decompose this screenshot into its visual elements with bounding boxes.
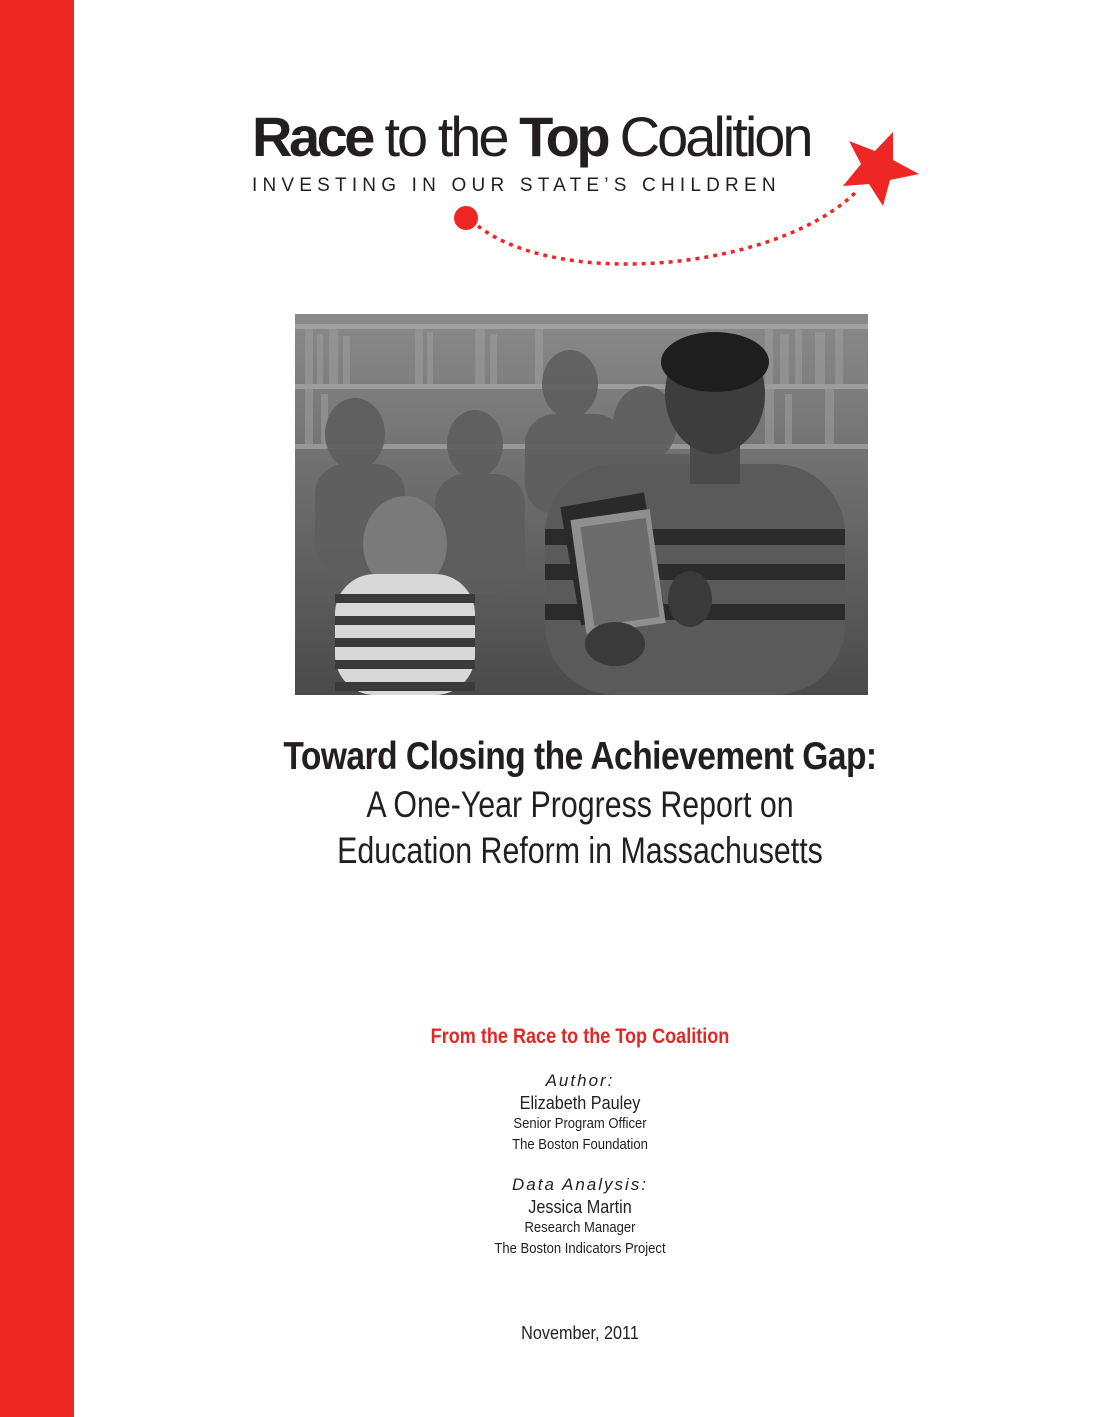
coalition-logo: [0, 0, 1100, 300]
credits-block: [280, 1022, 880, 1260]
classroom-photo-image: [295, 314, 868, 695]
author-name: Elizabeth Pauley: [519, 1093, 641, 1113]
author-label: Author:: [545, 1071, 615, 1090]
logo-word-to-the: to the: [384, 105, 507, 168]
logo-wordmark: [252, 102, 852, 172]
logo-word-coalition: Coalition: [619, 105, 811, 168]
from-coalition-line: From the Race to the Top Coalition: [430, 1025, 730, 1048]
red-dot-icon: [454, 206, 478, 230]
data-analyst-name: Jessica Martin: [528, 1197, 632, 1217]
data-analyst-organization: The Boston Indicators Project: [494, 1241, 666, 1257]
logo-word-race: Race: [252, 105, 372, 168]
report-title: Toward Closing the Achievement Gap:: [283, 735, 877, 778]
author-position: Senior Program Officer: [513, 1116, 647, 1132]
data-analysis-label: Data Analysis:: [511, 1175, 649, 1194]
dotted-trail: [478, 190, 858, 264]
report-subtitle-line1: A One-Year Progress Report on: [366, 784, 794, 825]
logo-tagline: INVESTING IN OUR STATE’S CHILDREN: [252, 175, 781, 196]
classroom-photo: [295, 314, 868, 695]
publication-date: November, 2011: [521, 1323, 639, 1343]
data-analyst-position: Research Manager: [524, 1220, 636, 1236]
author-organization: The Boston Foundation: [512, 1137, 648, 1153]
report-title-block: [140, 732, 1020, 874]
logo-word-top: Top: [519, 105, 608, 168]
report-subtitle-line2: Education Reform in Massachusetts: [337, 830, 823, 871]
